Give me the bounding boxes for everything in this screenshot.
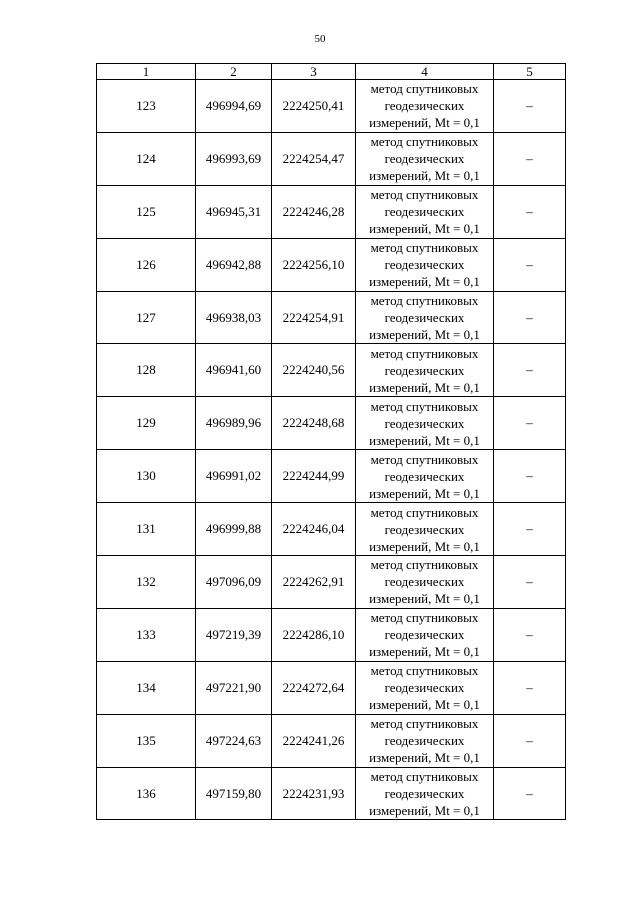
method-line-2: геодезических: [384, 362, 465, 378]
coord-y: 2224246,28: [272, 185, 356, 238]
note-cell: –: [494, 344, 566, 397]
coord-x: 497159,80: [196, 767, 272, 820]
note-cell: –: [494, 608, 566, 661]
method-line-3: измерений, Mt = 0,1: [369, 538, 480, 554]
method-cell: [356, 344, 494, 397]
method-line-2: геодезических: [384, 574, 465, 590]
method-line-1: метод спутниковых: [370, 293, 479, 308]
coord-y: 2224254,47: [272, 132, 356, 185]
method-line-3: измерений, Mt = 0,1: [369, 485, 480, 501]
coord-y: 2224231,93: [272, 767, 356, 820]
method-cell: [356, 238, 494, 291]
table-row: [97, 397, 566, 450]
coord-x: 496945,31: [196, 185, 272, 238]
method-cell: [356, 450, 494, 503]
column-header-3: 3: [272, 64, 356, 80]
coord-x: 496994,69: [196, 80, 272, 133]
point-number: 124: [97, 132, 196, 185]
method-line-3: измерений, Mt = 0,1: [369, 803, 480, 819]
method-line-3: измерений, Mt = 0,1: [369, 750, 480, 766]
note-cell: –: [494, 132, 566, 185]
method-line-1: метод спутниковых: [370, 134, 479, 150]
method-line-1: метод спутниковых: [370, 663, 479, 679]
note-cell: –: [494, 450, 566, 503]
method-cell: [356, 556, 494, 609]
coord-x: 497221,90: [196, 661, 272, 714]
coord-y: 2224244,99: [272, 450, 356, 503]
method-line-1: метод спутниковых: [370, 451, 479, 467]
note-cell: –: [494, 80, 566, 133]
method-line-2: геодезических: [384, 151, 465, 167]
method-line-1: метод спутниковых: [370, 345, 479, 361]
coord-y: 2224286,10: [272, 608, 356, 661]
column-header-2: 2: [196, 64, 272, 80]
table-row: [97, 344, 566, 397]
method-line-2: геодезических: [384, 521, 465, 537]
table-row: [97, 132, 566, 185]
method-line-1: метод спутниковых: [370, 240, 479, 256]
coord-x: 496938,03: [196, 291, 272, 344]
method-line-3: измерений, Mt = 0,1: [369, 591, 480, 607]
method-line-2: геодезических: [384, 786, 465, 802]
method-line-3: измерений, Mt = 0,1: [369, 274, 480, 290]
coord-x: 496989,96: [196, 397, 272, 450]
note-cell: –: [494, 661, 566, 714]
point-number: 128: [97, 344, 196, 397]
method-line-3: измерений, Mt = 0,1: [369, 644, 480, 660]
column-header-5: 5: [494, 64, 566, 80]
table-row: [97, 556, 566, 609]
point-number: 133: [97, 608, 196, 661]
method-line-2: геодезических: [384, 98, 465, 114]
note-cell: –: [494, 238, 566, 291]
method-cell: [356, 767, 494, 820]
method-line-2: геодезических: [384, 257, 465, 273]
table-row: [97, 291, 566, 344]
table-row: [97, 80, 566, 133]
method-line-1: метод спутниковых: [370, 398, 479, 414]
coord-x: 496991,02: [196, 450, 272, 503]
point-number: 125: [97, 185, 196, 238]
method-cell: [356, 132, 494, 185]
coord-x: 497224,63: [196, 714, 272, 767]
method-cell: [356, 503, 494, 556]
point-number: 136: [97, 767, 196, 820]
table-row: [97, 503, 566, 556]
method-line-3: измерений, Mt = 0,1: [369, 115, 480, 131]
page-number: 50: [314, 33, 326, 45]
coord-x: 496999,88: [196, 503, 272, 556]
point-number: 123: [97, 80, 196, 133]
table-row: [97, 714, 566, 767]
point-number: 134: [97, 661, 196, 714]
method-line-2: геодезических: [384, 680, 465, 696]
coord-y: 2224256,10: [272, 238, 356, 291]
method-line-3: измерений, Mt = 0,1: [369, 168, 480, 184]
method-line-2: геодезических: [384, 415, 465, 431]
coord-y: 2224240,56: [272, 344, 356, 397]
table-row: [97, 185, 566, 238]
table-row: [97, 238, 566, 291]
column-header-4: 4: [356, 64, 494, 80]
table-row: [97, 661, 566, 714]
point-number: 126: [97, 238, 196, 291]
point-number: 130: [97, 450, 196, 503]
coord-x: 496942,88: [196, 238, 272, 291]
table-row: [97, 608, 566, 661]
coord-y: 2224241,26: [272, 714, 356, 767]
method-line-2: геодезических: [384, 627, 465, 643]
note-cell: –: [494, 397, 566, 450]
coord-y: 2224250,41: [272, 80, 356, 133]
coordinates-table: [96, 63, 566, 820]
method-cell: [356, 608, 494, 661]
method-cell: [356, 714, 494, 767]
method-line-3: измерений, Mt = 0,1: [369, 221, 480, 237]
method-line-2: геодезических: [384, 310, 465, 325]
point-number: 129: [97, 397, 196, 450]
method-line-1: метод спутниковых: [370, 557, 479, 573]
note-cell: –: [494, 767, 566, 820]
coord-y: 2224246,04: [272, 503, 356, 556]
method-cell: [356, 291, 494, 344]
coord-y: 2224254,91: [272, 291, 356, 344]
point-number: 127: [97, 291, 196, 344]
method-line-1: метод спутниковых: [370, 769, 479, 785]
method-line-1: метод спутниковых: [370, 716, 479, 732]
point-number: 132: [97, 556, 196, 609]
method-line-3: измерений, Mt = 0,1: [369, 697, 480, 713]
coord-x: 496941,60: [196, 344, 272, 397]
method-cell: [356, 661, 494, 714]
method-line-1: метод спутниковых: [370, 81, 479, 97]
table-header-row: [97, 64, 566, 80]
method-line-3: измерений, Mt = 0,1: [369, 327, 480, 342]
method-line-1: метод спутниковых: [370, 610, 479, 626]
note-cell: –: [494, 503, 566, 556]
note-cell: –: [494, 714, 566, 767]
table-row: [97, 450, 566, 503]
column-header-1: 1: [97, 64, 196, 80]
method-cell: [356, 185, 494, 238]
coord-x: 497096,09: [196, 556, 272, 609]
note-cell: –: [494, 556, 566, 609]
coord-x: 497219,39: [196, 608, 272, 661]
coord-y: 2224272,64: [272, 661, 356, 714]
method-line-3: измерений, Mt = 0,1: [369, 379, 480, 395]
method-line-1: метод спутниковых: [370, 504, 479, 520]
method-line-1: метод спутниковых: [370, 187, 479, 203]
method-line-2: геодезических: [384, 204, 465, 220]
note-cell: –: [494, 185, 566, 238]
coord-y: 2224262,91: [272, 556, 356, 609]
table-row: [97, 767, 566, 820]
method-cell: [356, 80, 494, 133]
coord-x: 496993,69: [196, 132, 272, 185]
note-cell: –: [494, 291, 566, 344]
point-number: 131: [97, 503, 196, 556]
method-line-3: измерений, Mt = 0,1: [369, 432, 480, 448]
method-cell: [356, 397, 494, 450]
method-line-2: геодезических: [384, 468, 465, 484]
method-line-2: геодезических: [384, 733, 465, 749]
point-number: 135: [97, 714, 196, 767]
coord-y: 2224248,68: [272, 397, 356, 450]
